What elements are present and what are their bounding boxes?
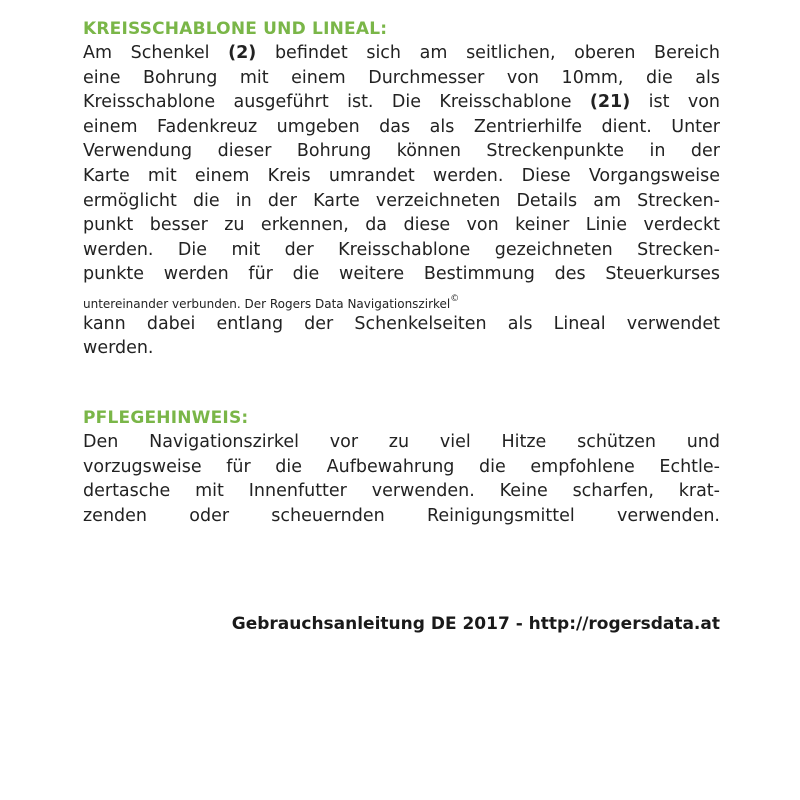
reference-number: (2) [228, 43, 257, 63]
footer-credit: Gebrauchsanleitung DE 2017 - http://rogersdata.at [231, 614, 720, 634]
text-line: kann dabei entlang der Schenkelseiten als Lineal verwendet [83, 313, 720, 334]
text-line: untereinander verbunden. Der Rogers Data Navigationszirkel© [83, 293, 460, 311]
section-heading-circle-template: KREISSCHABLONE UND LINEAL: [83, 19, 388, 39]
text-line: ermöglicht die in der Karte verzeichneten Details am Strecken- [83, 190, 720, 211]
section-heading-care: PFLEGEHINWEIS: [83, 408, 249, 428]
reference-number: (21) [589, 92, 631, 113]
text-line: eine Bohrung mit einem Durchmesser von 10mm, die als [83, 67, 720, 88]
text-line: Kreisschablone ausgeführt ist. Die Kreisschablone (21) ist von [83, 92, 720, 113]
section-body-care [83, 430, 720, 528]
text-line: Karte mit einem Kreis umrandet werden. Diese Vorgangsweise [83, 165, 720, 186]
copyright-mark: © [450, 293, 460, 304]
text-line: punkte werden für die weitere Bestimmung des Steuerkurses [83, 264, 720, 285]
text-line: dertasche mit Innenfutter verwenden. Keine scharfen, krat- [83, 481, 720, 502]
section-circle-template [83, 17, 720, 361]
section-care-instructions [83, 406, 720, 528]
text-line: werden. Die mit der Kreisschablone gezeichneten Strecken- [83, 239, 720, 260]
text-line: vorzugsweise für die Aufbewahrung die empfohlene Echtle- [83, 456, 720, 477]
text-line: punkt besser zu erkennen, da diese von keiner Linie verdeckt [83, 215, 720, 236]
text-line: zenden oder scheuernden Reinigungsmittel verwenden. [83, 505, 720, 526]
text-line: einem Fadenkreuz umgeben das als Zentrierhilfe dient. Unter [83, 116, 720, 137]
text-line: Den Navigationszirkel vor zu viel Hitze schützen und [83, 432, 720, 452]
text-line: Verwendung dieser Bohrung können Streckenpunkte in der [83, 141, 720, 162]
text-line: Am Schenkel (2) befindet sich am seitlichen, oberen Bereich [83, 43, 720, 63]
section-body-circle-template [83, 41, 720, 361]
text-line: werden. [83, 338, 154, 359]
